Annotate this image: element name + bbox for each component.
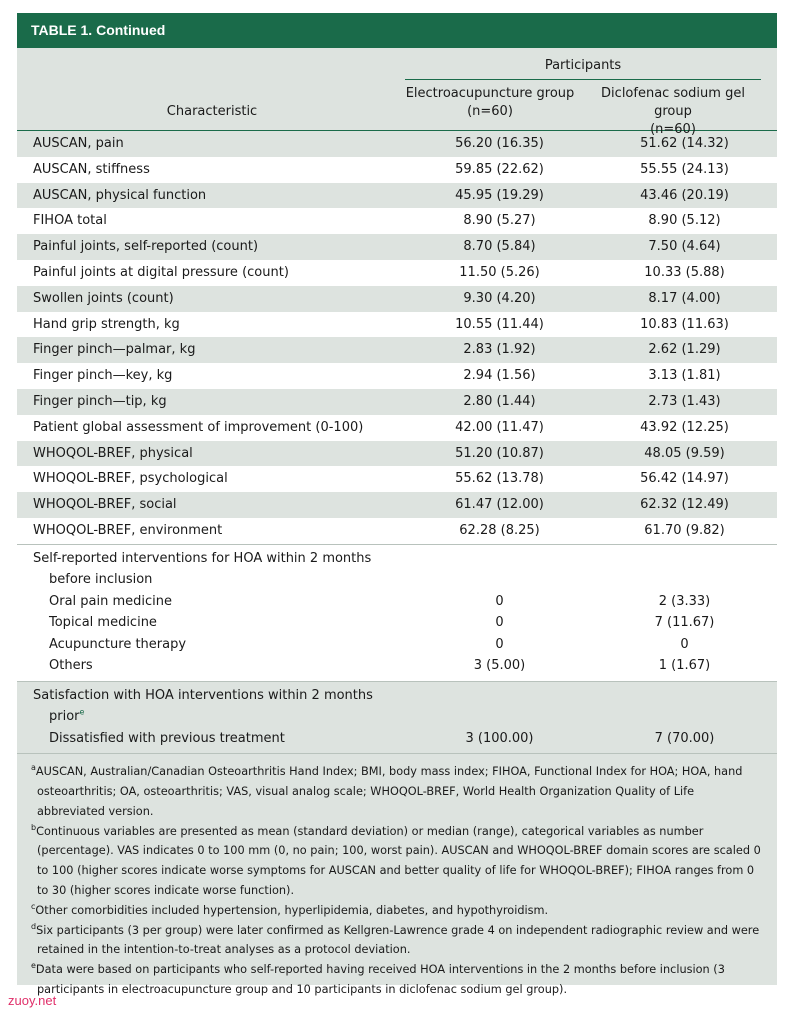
- table-row: [17, 260, 777, 286]
- group2-value: 7 (11.67): [654, 615, 715, 631]
- table-row: [17, 441, 777, 467]
- footnote-text: AUSCAN, Australian/Canadian Osteoarthritis Hand Index; BMI, body mass index; FIHOA, Functional Index for HOA; HOA, hand osteoarthritis; OA, osteoarthritis; VAS, visual analog scale; WHOQOL-BREF, World Health Organization Quality of Life abbreviated version.: [35, 765, 743, 818]
- intervention-row: [17, 591, 777, 613]
- row-label: Painful joints, self-reported (count): [33, 239, 259, 255]
- footnote-mark: c: [31, 902, 36, 912]
- group2-value: 2 (3.33): [658, 593, 711, 609]
- satisfaction-heading: Satisfaction with HOA interventions within 2 months: [33, 687, 373, 703]
- table-body: [17, 131, 777, 544]
- row-label: Oral pain medicine: [49, 593, 173, 609]
- group2-value: 8.17 (4.00): [648, 290, 721, 306]
- footnote-text: Other comorbidities included hypertension, hyperlipidemia, diabetes, and hypothyroidism.: [35, 903, 549, 917]
- group1-value: 9.30 (4.20): [463, 290, 536, 306]
- interventions-heading: Self-reported interventions for HOA within 2 months: [33, 550, 372, 566]
- table-row: [17, 518, 777, 544]
- footnotes: [17, 753, 777, 997]
- group2-value: 55.55 (24.13): [640, 161, 729, 177]
- satisfaction-heading-cont: [17, 706, 407, 728]
- group1-value: 56.20 (16.35): [455, 136, 544, 151]
- group1-value: 51.20 (10.87): [455, 445, 544, 461]
- table-row: [17, 234, 777, 260]
- row-label: WHOQOL-BREF, social: [33, 497, 177, 513]
- row-label: Patient global assessment of improvement (0-100): [33, 419, 364, 435]
- table-row: [17, 492, 777, 518]
- group2-value: 10.83 (11.63): [640, 316, 729, 332]
- table-row: [17, 183, 777, 209]
- footnote-mark: b: [31, 822, 37, 832]
- group2-value: 51.62 (14.32): [640, 136, 729, 151]
- table-row: [17, 466, 777, 492]
- group2-value: 56.42 (14.97): [640, 471, 729, 487]
- row-label: WHOQOL-BREF, physical: [33, 445, 193, 461]
- group2-header: [582, 85, 764, 139]
- footnote-text: Six participants (3 per group) were later confirmed as Kellgren-Lawrence grade 4 on independent radiographic review and were retained in the intention-to-treat analyses as a protocol deviation.: [36, 923, 760, 957]
- participants-header: Participants: [544, 58, 622, 73]
- intervention-row: [17, 634, 777, 656]
- footnote-mark: e: [31, 961, 36, 971]
- row-label: Finger pinch—palmar, kg: [33, 342, 196, 358]
- group2-value: 10.33 (5.88): [644, 264, 725, 280]
- group2-value: 43.92 (12.25): [640, 419, 729, 435]
- row-label: Painful joints at digital pressure (count): [33, 264, 289, 280]
- group2-value: 7 (70.00): [654, 730, 715, 746]
- group1-header: [403, 85, 577, 121]
- group2-value: 1 (1.67): [658, 658, 711, 674]
- group1-value: 0: [495, 615, 504, 631]
- row-label: FIHOA total: [33, 213, 107, 229]
- group1-value: 45.95 (19.29): [455, 187, 544, 203]
- intervention-row: [17, 612, 777, 634]
- interventions-heading-cont: before inclusion: [49, 572, 153, 588]
- interventions-items: [17, 591, 777, 677]
- row-label: Topical medicine: [49, 615, 157, 631]
- footnote: [31, 921, 765, 961]
- table-row: [17, 208, 777, 234]
- satisfaction-heading-text: prior: [49, 709, 80, 725]
- footnote-mark: d: [31, 921, 37, 931]
- table-container: [17, 13, 777, 1001]
- footnote-mark: a: [31, 763, 36, 773]
- group1-value: 3 (5.00): [473, 658, 526, 674]
- row-label: AUSCAN, physical function: [33, 187, 207, 203]
- group1-value: 62.28 (8.25): [459, 522, 540, 538]
- table-title: TABLE 1. Continued: [17, 13, 777, 48]
- group2-name: Diclofenac sodium gel group: [601, 86, 745, 119]
- table-row: [17, 415, 777, 441]
- group2-value: 0: [680, 636, 689, 652]
- group2-value: 62.32 (12.49): [640, 497, 729, 513]
- table-row: [17, 286, 777, 312]
- group2-value: 7.50 (4.64): [648, 239, 721, 255]
- group1-n: (n=60): [467, 104, 513, 119]
- table-header: [17, 48, 777, 137]
- row-label: WHOQOL-BREF, environment: [33, 522, 223, 538]
- table-row: [17, 312, 777, 338]
- row-label: Dissatisfied with previous treatment: [49, 730, 285, 746]
- group1-value: 2.80 (1.44): [463, 393, 536, 409]
- table-row: [17, 389, 777, 415]
- group2-value: 8.90 (5.12): [648, 213, 721, 229]
- table-row: [17, 363, 777, 389]
- satisfaction-block: [17, 681, 777, 754]
- group2-value: 48.05 (9.59): [644, 445, 725, 461]
- row-label: AUSCAN, pain: [33, 136, 124, 151]
- group1-value: 2.94 (1.56): [463, 368, 536, 384]
- footnote-text: Data were based on participants who self-reported having received HOA interventions in the 2 months before inclusion (3 participants in electroacupuncture group and 10 participants in diclofenac sodium gel group).: [35, 963, 725, 997]
- footnote: [31, 901, 765, 921]
- row-label: AUSCAN, stiffness: [33, 161, 150, 177]
- group1-value: 0: [495, 636, 504, 652]
- row-label: Others: [49, 658, 93, 674]
- characteristic-header: Characteristic: [166, 104, 258, 119]
- group1-value: 42.00 (11.47): [455, 419, 544, 435]
- satisfaction-items: [17, 728, 777, 750]
- row-label: Hand grip strength, kg: [33, 316, 180, 332]
- footnote: [31, 960, 765, 1000]
- group1-value: 61.47 (12.00): [455, 497, 544, 513]
- row-label: Acupuncture therapy: [49, 636, 187, 652]
- group1-value: 2.83 (1.92): [463, 342, 536, 358]
- group1-value: 59.85 (22.62): [455, 161, 544, 177]
- interventions-block: [17, 544, 777, 681]
- footnote-text: Continuous variables are presented as mean (standard deviation) or median (range), categorical variables as number (percentage). VAS indicates 0 to 100 mm (0, no pain; 100, worst pain). AUSCAN and WHOQOL-BREF domain scores are scaled 0 to 100 (higher scores indicate worse symptoms for AUSCAN and better quality of life for WHOQOL-BREF); FIHOA ranges from 0 to 30 (higher scores indicate worse function).: [36, 824, 761, 898]
- group1-value: 55.62 (13.78): [455, 471, 544, 487]
- footnote: [31, 822, 765, 901]
- table-row: [17, 157, 777, 183]
- watermark-text: zuoy.net: [8, 993, 57, 1008]
- footnote-ref: e: [79, 707, 85, 717]
- group1-value: 10.55 (11.44): [455, 316, 544, 332]
- group2-value: 2.62 (1.29): [648, 342, 721, 358]
- group1-name: Electroacupuncture group: [405, 86, 575, 101]
- footnote: [31, 762, 765, 821]
- participants-rule: [405, 79, 761, 80]
- satisfaction-row: [17, 728, 777, 750]
- table-row: [17, 337, 777, 363]
- group1-value: 8.90 (5.27): [463, 213, 536, 229]
- row-label: Finger pinch—tip, kg: [33, 393, 167, 409]
- group1-value: 11.50 (5.26): [459, 264, 540, 280]
- group1-value: 3 (100.00): [465, 730, 534, 746]
- row-label: Swollen joints (count): [33, 290, 174, 306]
- group1-value: 8.70 (5.84): [463, 239, 536, 255]
- row-label: WHOQOL-BREF, psychological: [33, 471, 228, 487]
- group2-value: 61.70 (9.82): [644, 522, 725, 538]
- group1-value: 0: [495, 593, 504, 609]
- group2-value: 3.13 (1.81): [648, 368, 721, 384]
- group2-value: 2.73 (1.43): [648, 393, 721, 409]
- row-label: Finger pinch—key, kg: [33, 368, 173, 384]
- intervention-row: [17, 655, 777, 677]
- group2-n: (n=60): [650, 122, 696, 137]
- group2-value: 43.46 (20.19): [640, 187, 729, 203]
